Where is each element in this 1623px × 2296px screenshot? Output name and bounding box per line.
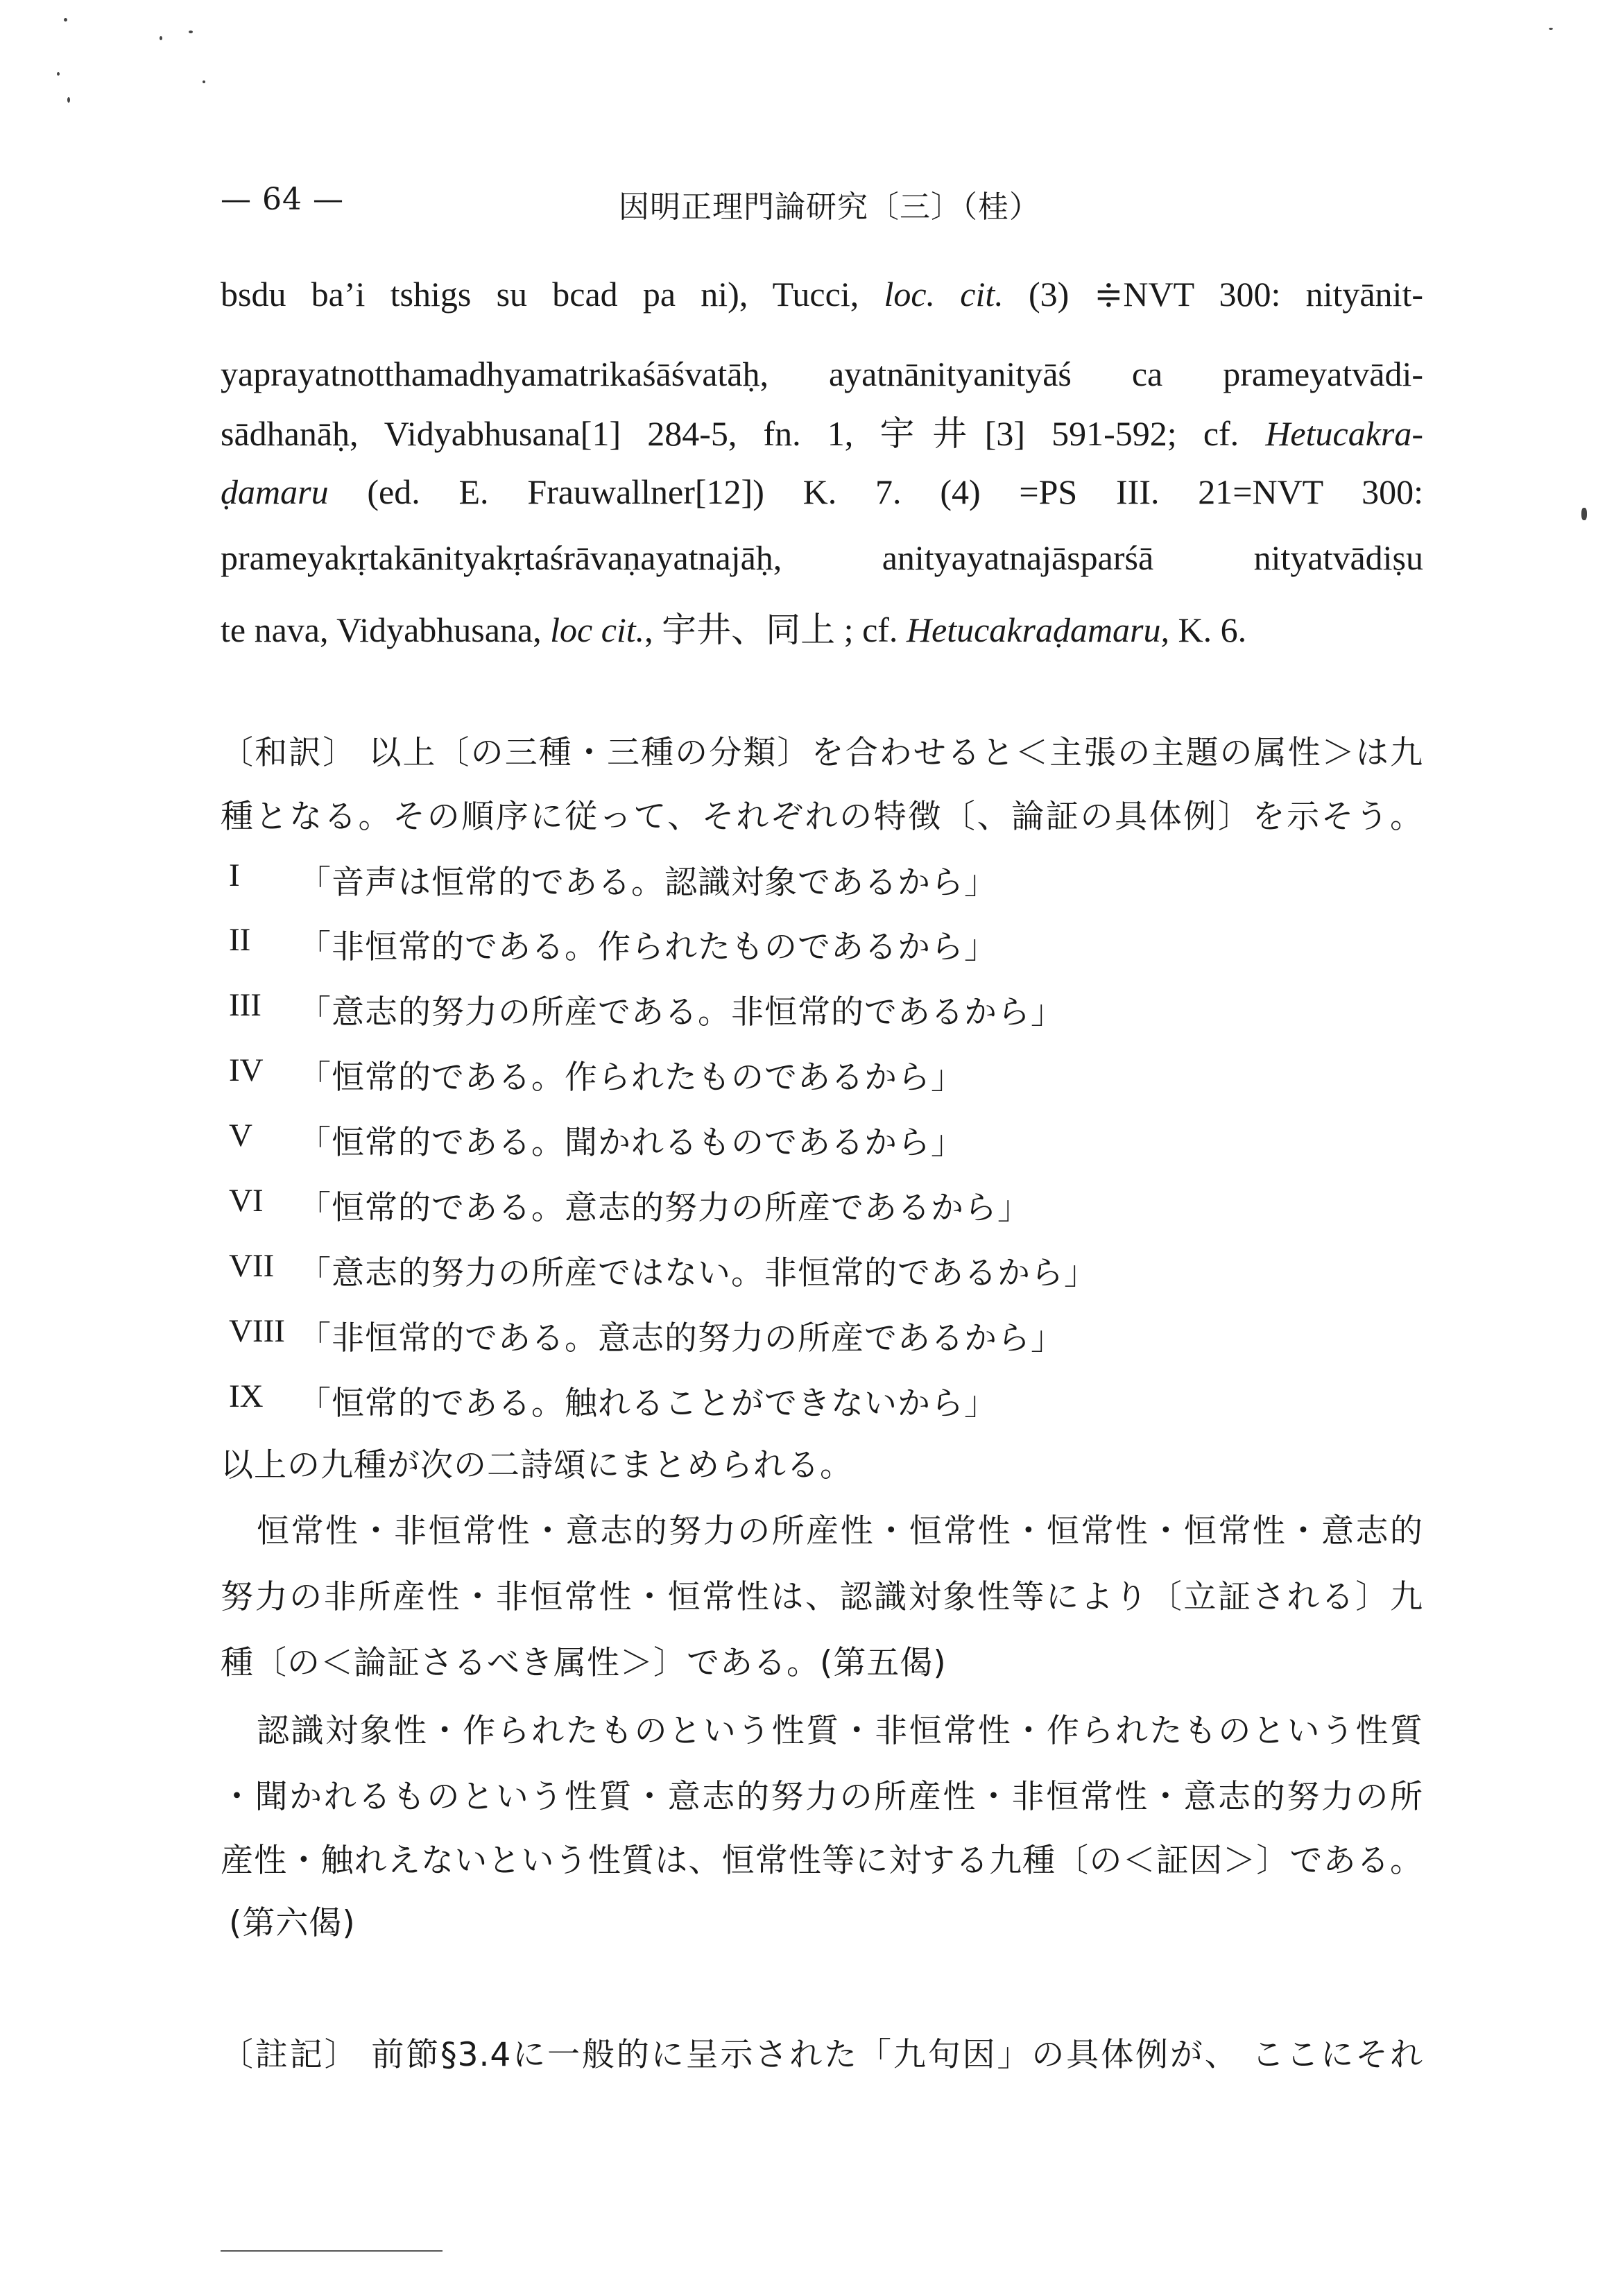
note-text: , 宇井、同上 ; cf. (644, 610, 907, 649)
note-line-5: prameyakṛtakānityakṛtaśrāvaṇayatnajāḥ, anityayatnajāsparśā nityatvādiṣu (221, 538, 1423, 577)
item-numeral: VIII (229, 1313, 285, 1349)
item-text: 「恒常的である。聞かれるものであるから」 (298, 1124, 964, 1162)
note-line-6 (221, 602, 1423, 652)
verse5-line-2: 努力の非所産性・非恒常性・恒常性は、認識対象性等により〔立証される〕九 (221, 1578, 1423, 1616)
item-numeral: I (229, 857, 240, 893)
item-text: 「音声は恒常的である。認識対象であるから」 (298, 864, 997, 902)
verse6-line-1: 認識対象性・作られたものという性質・非恒常性・作られたものという性質 (257, 1712, 1423, 1750)
summary-line: 以上の九種が次の二詩頌にまとめられる。 (221, 1446, 853, 1484)
translation-line-2: 種となる。その順序に従って、それぞれの特徴〔、論証の具体例〕を示そう。 (221, 798, 1423, 836)
scan-speck (189, 31, 193, 33)
item-text: 「非恒常的である。作られたものであるから」 (298, 928, 997, 966)
item-numeral: III (229, 987, 261, 1023)
note-line-2: yaprayatnotthamadhyamatrikaśāśvatāḥ, ayatnānityanityāś ca prameyatvādi- (221, 354, 1423, 393)
running-title: 因明正理門論研究〔三〕（桂） (619, 189, 1040, 225)
item-text: 「非恒常的である。意志的努力の所産であるから」 (298, 1319, 1064, 1357)
item-numeral: V (229, 1117, 252, 1154)
scan-speck (1581, 508, 1587, 520)
note-text: (ed. E. Frauwallner[12]) K. 7. (4) =PS III. 21=NVT 300: (328, 472, 1423, 511)
note-line-1 (221, 274, 1423, 314)
verse6-line-2: ・聞かれるものという性質・意志的努力の所産性・非恒常性・意志的努力の所 (221, 1778, 1423, 1816)
scan-speck (64, 18, 67, 22)
scan-speck (57, 72, 60, 76)
item-text: 「意志的努力の所産ではない。非恒常的であるから」 (298, 1254, 1097, 1292)
scan-speck (67, 97, 70, 103)
verse6-line-4: (第六偈) (229, 1904, 356, 1942)
note-italic: Hetucakra- (1265, 414, 1423, 453)
note-text: K. 6. (1169, 610, 1247, 649)
page-number: — 64 — (221, 182, 344, 217)
item-text: 「恒常的である。意志的努力の所産であるから」 (298, 1189, 1031, 1227)
item-numeral: IX (229, 1378, 264, 1414)
note-italic: loc cit. (550, 610, 645, 649)
note-text: sādhanāḥ, Vidyabhusana[1] 284-5, fn. 1, 宇井[3] 591-592; cf. (221, 414, 1266, 453)
note-line-4 (221, 472, 1423, 512)
note-line-3 (221, 406, 1423, 456)
scan-speck (203, 80, 205, 83)
verse6-line-3: 産性・触れえないという性質は、恒常性等に対する九種〔の＜証因＞〕である。 (221, 1842, 1423, 1880)
item-numeral: VI (229, 1183, 264, 1219)
note-text: bsdu ba’i tshigs su bcad pa ni), Tucci, (221, 275, 884, 314)
note-text: te nava, Vidyabhusana, (221, 610, 551, 649)
note-italic: loc. cit. (884, 275, 1004, 314)
scan-speck (160, 36, 162, 40)
item-numeral: II (229, 922, 251, 958)
note-italic: ḍamaru (221, 472, 329, 511)
verse5-line-3: 種〔の＜論証さるべき属性＞〕である。(第五偈) (221, 1644, 947, 1682)
item-numeral: VII (229, 1248, 275, 1284)
item-text: 「恒常的である。作られたものであるから」 (298, 1059, 964, 1097)
item-text: 「恒常的である。触れることができないから」 (298, 1385, 997, 1423)
translation-line-1: 〔和訳〕 以上〔の三種・三種の分類〕を合わせると＜主張の主題の属性＞は九 (221, 734, 1423, 772)
scan-speck (1549, 28, 1553, 30)
note-italic: Hetucakraḍamaru, (906, 610, 1170, 649)
footnote-rule (221, 2250, 443, 2252)
commentary-line-1: 〔註記〕 前節§3.4に一般的に呈示された「九句因」の具体例が、 ここにそれ (221, 2036, 1423, 2074)
item-text: 「意志的努力の所産である。非恒常的であるから」 (298, 993, 1064, 1031)
item-numeral: IV (229, 1052, 264, 1088)
note-text: (3) ≑NVT 300: nityānit- (1003, 275, 1423, 314)
verse5-line-1: 恒常性・非恒常性・意志的努力の所産性・恒常性・恒常性・恒常性・意志的 (257, 1512, 1423, 1550)
